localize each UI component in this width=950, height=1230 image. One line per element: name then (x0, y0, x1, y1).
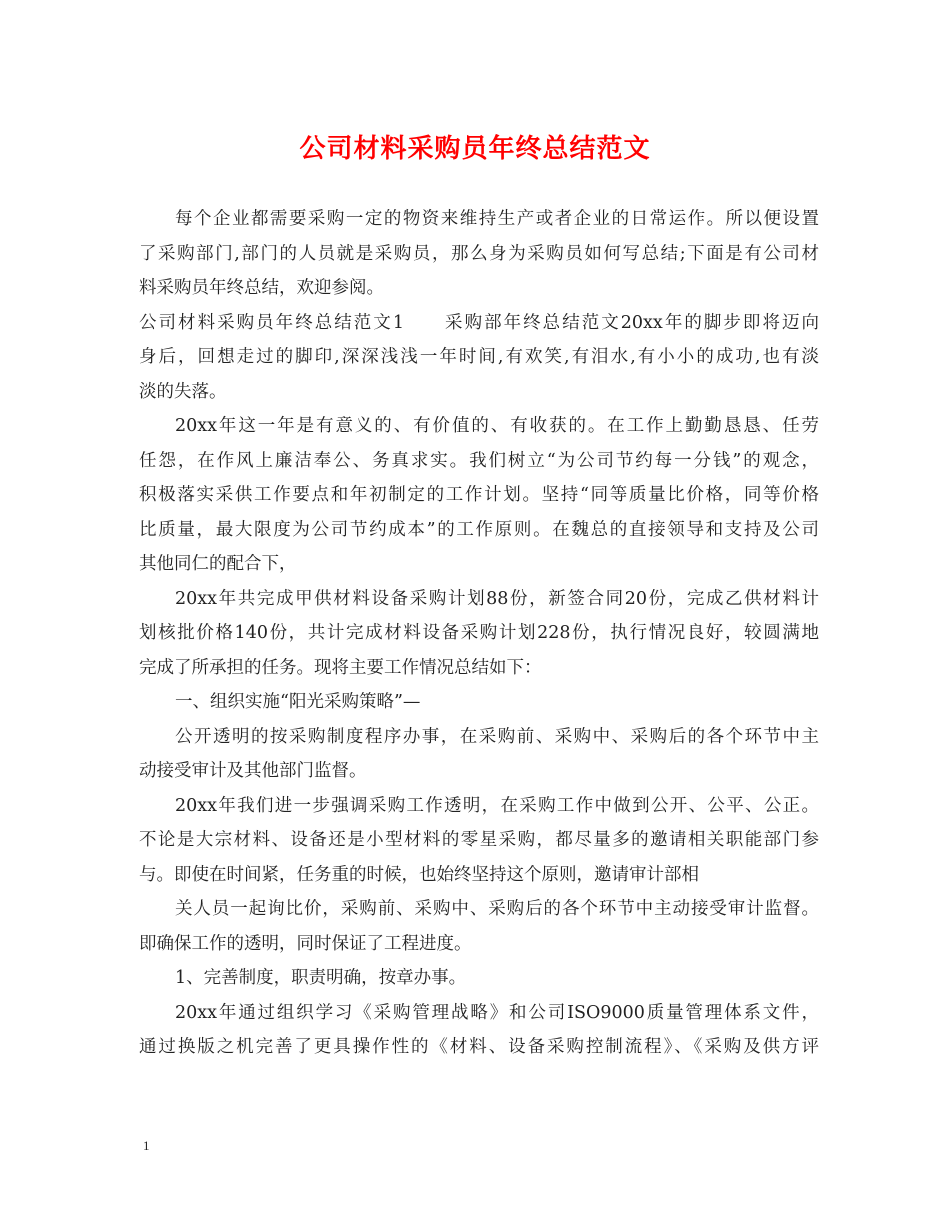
body-text-line: 20xx年这一年是有意义的、有价值的、有收获的。在工作上勤勤恳恳、任劳 (175, 416, 819, 436)
body-text-line: 积极落实采供工作要点和年初制定的工作计划。坚持“同等质量比价格，同等价格 (139, 485, 819, 505)
body-text-line: 料采购员年终总结，欢迎参阅。 (139, 278, 384, 298)
body-text-line: 20xx年我们进一步强调采购工作透明，在采购工作中做到公开、公平、公正。 (175, 795, 819, 816)
body-text-line: 任怨，在作风上廉洁奉公、务真求实。我们树立“为公司节约每一分钱”的观念， (139, 450, 819, 471)
body-text-line: 20xx年共完成甲供材料设备采购计划88份，新签合同20份，完成乙供材料计 (175, 588, 819, 609)
body-text-line: 20xx年通过组织学习《采购管理战略》和公司ISO9000质量管理体系文件， (175, 1002, 819, 1023)
body-text-line: 每个企业都需要采购一定的物资来维持生产或者企业的日常运作。所以便设置 (175, 209, 819, 229)
body-text-line: 动接受审计及其他部门监督。 (139, 761, 367, 781)
body-text-line: 与。即使在时间紧，任务重的时候，也始终坚持这个原则，邀请审计部相 (139, 864, 699, 885)
body-text-line: 其他同仁的配合下， (139, 554, 297, 574)
body-text-line: 通过换版之机完善了更具操作性的《材料、设备采购控制流程》、《采购及供方评 (139, 1037, 819, 1057)
document-title: 公司材料采购员年终总结范文 (299, 134, 651, 164)
body-text-line: 了采购部门,部门的人员就是采购员，那么身为采购员如何写总结;下面是有公司材 (139, 243, 819, 264)
document-body (139, 202, 819, 1065)
body-text-line: 身后，回想走过的脚印,深深浅浅一年时间,有欢笑,有泪水,有小小的成功,也有淡 (139, 347, 819, 367)
body-text-line: 1、完善制度，职责明确，按章办事。 (175, 968, 467, 988)
body-text-line: 比质量，最大限度为公司节约成本”的工作原则。在魏总的直接领导和支持及公司 (139, 519, 819, 540)
body-text-line: 划核批价格140份，共计完成材料设备采购计划228份，执行情况良好，较圆满地 (139, 623, 819, 643)
body-text-line: 淡的失落。 (139, 381, 227, 402)
body-text-line: 不论是大宗材料、设备还是小型材料的零星采购，都尽量多的邀请相关职能部门参 (139, 830, 819, 850)
body-text-line: 完成了所承担的任务。现将主要工作情况总结如下： (139, 657, 542, 678)
body-text-line: 一、组织实施“阳光采购策略”— (175, 692, 421, 712)
body-text-line: 关人员一起询比价，采购前、采购中、采购后的各个环节中主动接受审计监督。 (175, 899, 819, 919)
page-number: 1 (143, 1138, 150, 1153)
body-text-line: 公司材料采购员年终总结范文1 采购部年终总结范文20xx年的脚步即将迈向 (139, 312, 819, 333)
body-text-line: 公开透明的按采购制度程序办事，在采购前、采购中、采购后的各个环节中主 (175, 726, 819, 747)
body-text-line: 即确保工作的透明，同时保证了工程进度。 (139, 933, 472, 954)
